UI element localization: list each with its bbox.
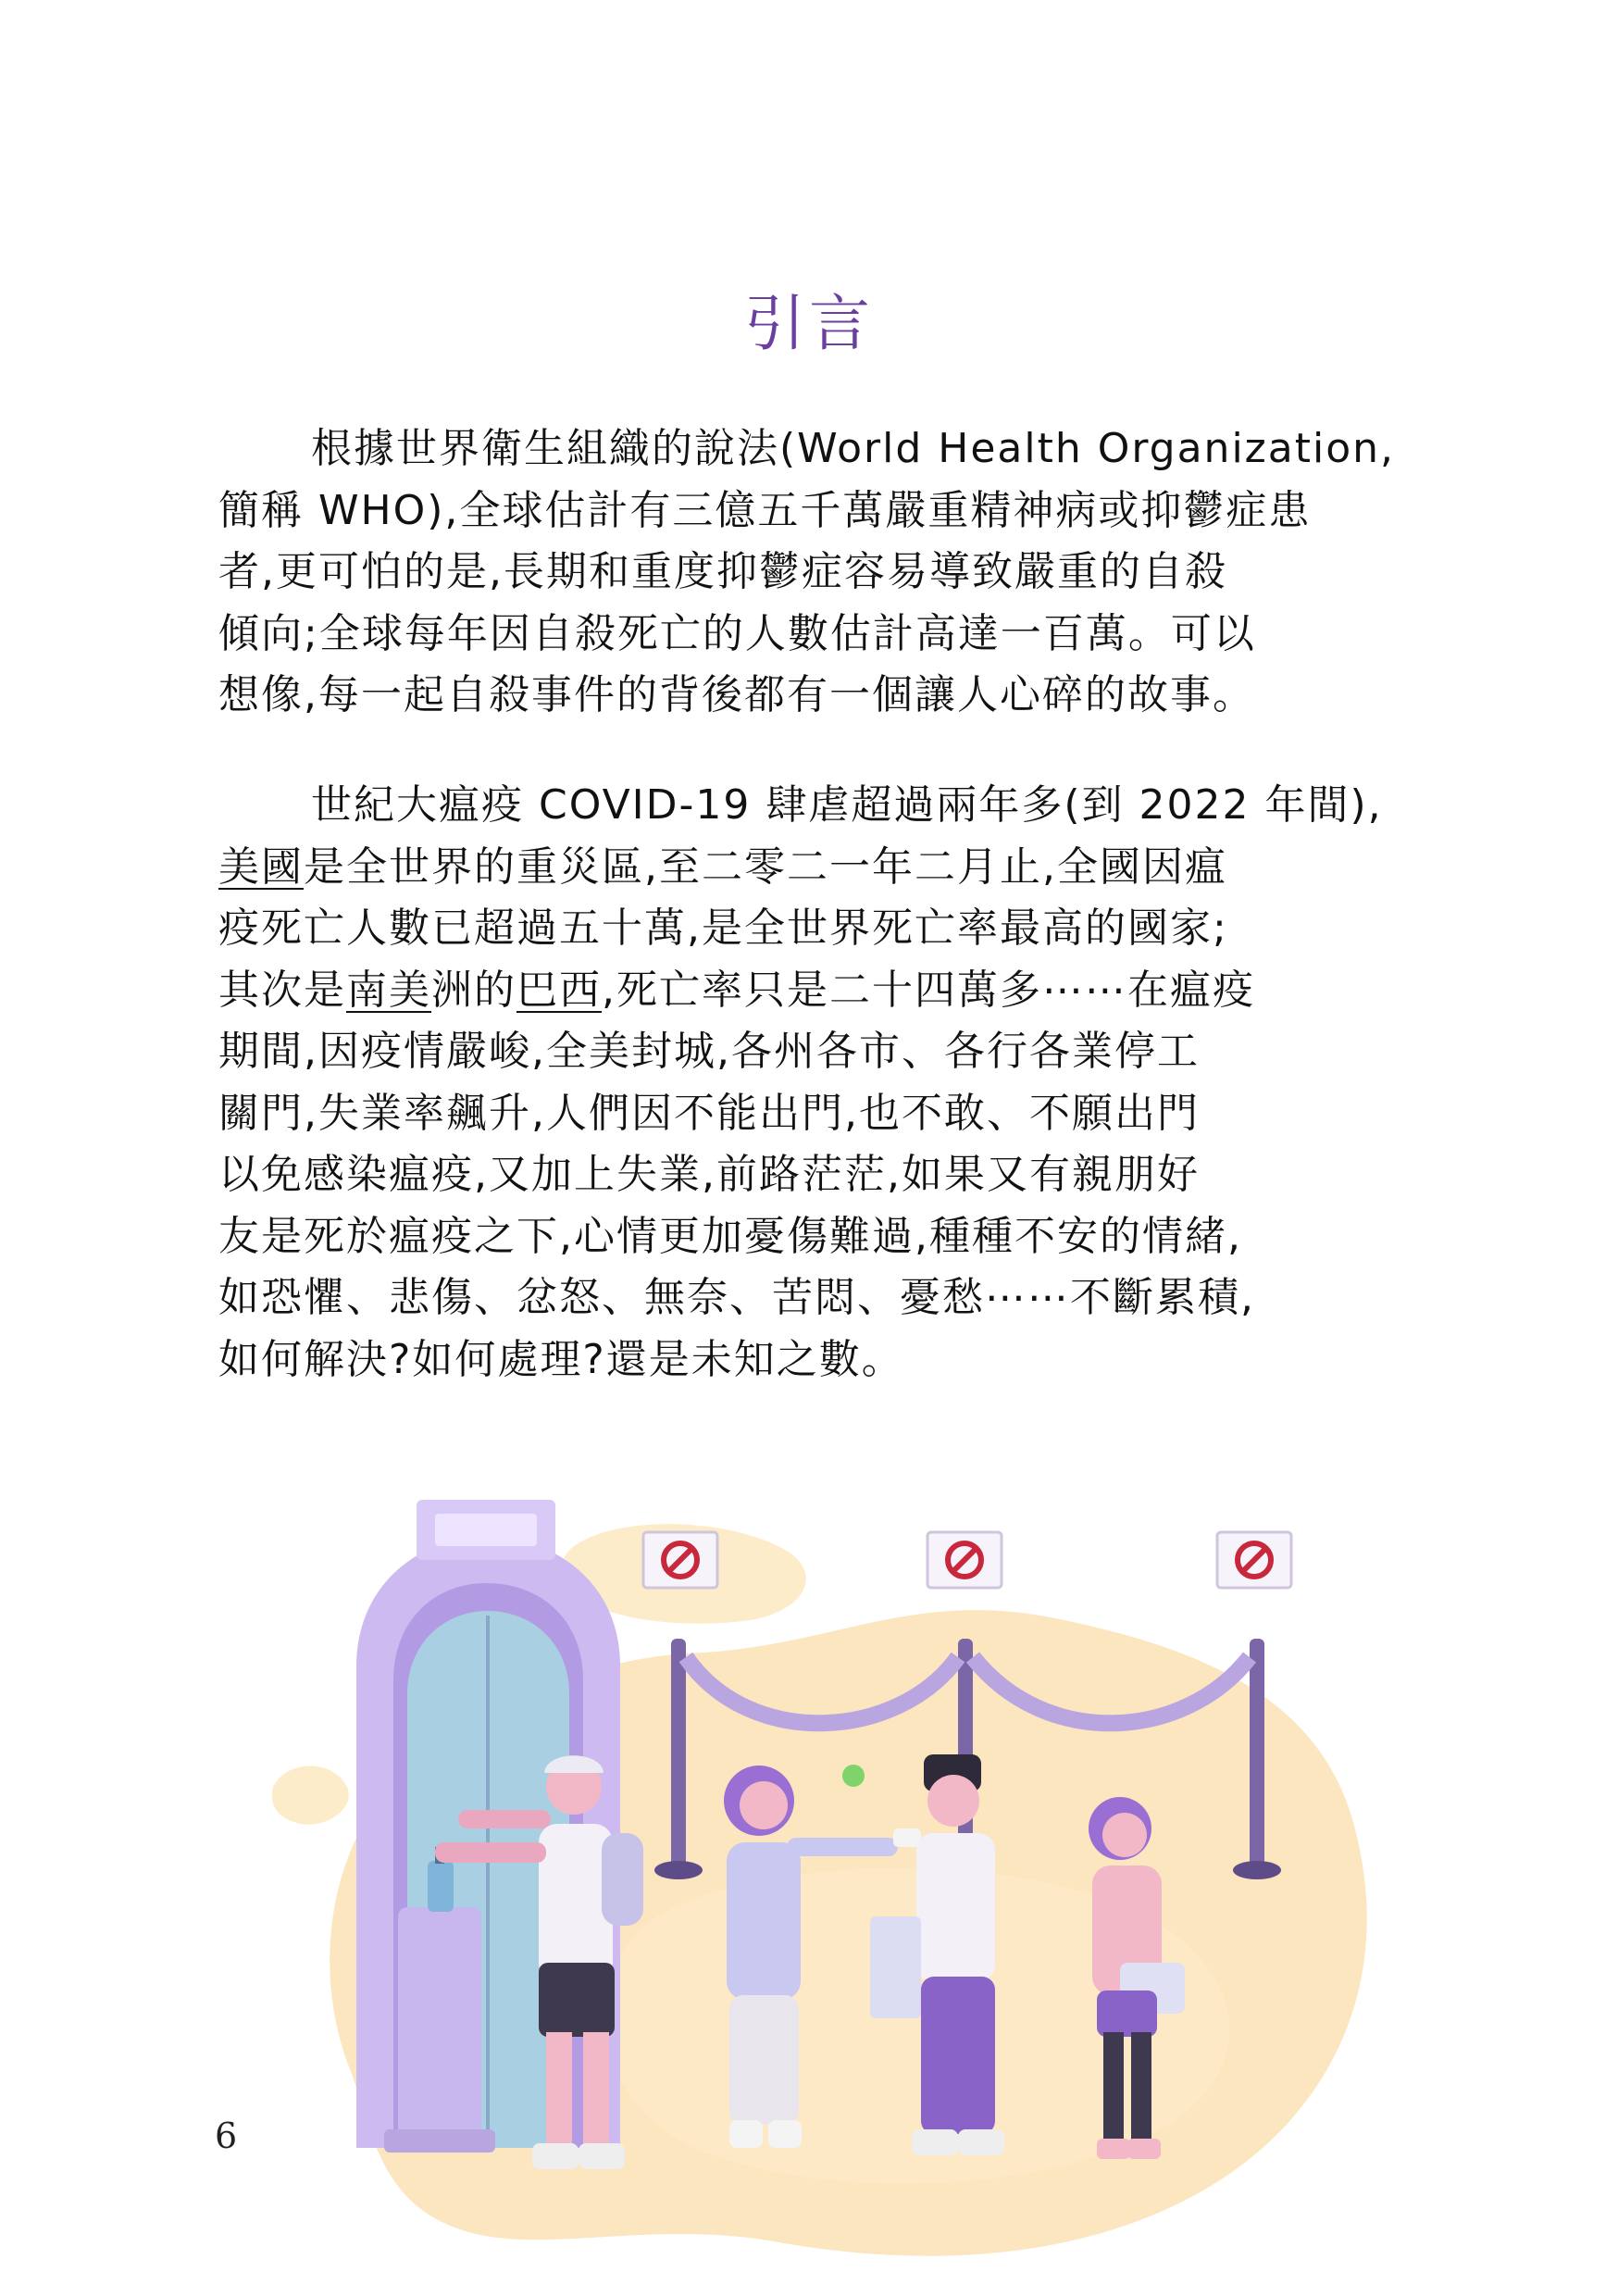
paragraph-2-line [218,960,1407,1022]
no-entry-sign-icon [927,1532,1002,1588]
page-number: 6 [215,2115,238,2156]
sanitizer-bottle [428,1861,454,1912]
sanitizer-stand [398,1907,481,2139]
text-run: 是全世界的重災區,至二零二一年二月止,全國因瘟 [304,842,1227,891]
paragraph-2 [218,775,1407,1391]
paragraph-1-line: 簡稱 WHO),全球估計有三億五千萬嚴重精神病或抑鬱症患 [218,486,1312,534]
door-sign-face [435,1514,537,1546]
paragraph-2-line: 以免感染瘟疫,又加上失業,前路茫茫,如果又有親朋好 [218,1151,1200,1198]
paragraph-1-line: 者,更可怕的是,長期和重度抑鬱症容易導致嚴重的自殺 [218,548,1227,595]
paragraph-1 [218,418,1407,727]
paragraph-2-line: 期間,因疫情嚴峻,全美封城,各州各市、各行各業停工 [218,1028,1200,1075]
underlined-place-south-america: 南美 [346,966,431,1014]
background-blob [272,1766,349,1825]
underlined-place-usa: 美國 [218,842,304,891]
underlined-place-brazil: 巴西 [517,966,602,1014]
paragraph-1-line: 根據世界衛生組織的說法(World Health Organization, [311,425,1395,472]
door-frame-line [486,1616,490,2148]
sanitizer-base [384,2129,495,2152]
covid-entrance-illustration [268,1481,1407,2277]
paragraph-2-line: 世紀大瘟疫 COVID-19 肆虐超過兩年多(到 2022 年間), [311,781,1383,829]
text-run: 其次是 [218,966,346,1014]
paragraph-2-line: 如恐懼、悲傷、忿怒、無奈、苦悶、憂愁⋯⋯不斷累積, [218,1274,1255,1321]
paragraph-2-line: 疫死亡人數已超過五十萬,是全世界死亡率最高的國家; [218,905,1228,952]
paragraph-2-line: 友是死於瘟疫之下,心情更加憂傷難過,種種不安的情緒, [218,1212,1242,1260]
paragraph-2-line [218,837,1407,899]
page-title: 引言 [744,288,874,359]
paragraph-1-line: 想像,每一起自殺事件的背後都有一個讓人心碎的故事。 [218,671,1255,718]
text-run: ,死亡率只是二十四萬多⋯⋯在瘟疫 [602,966,1255,1014]
text-run: 洲的 [431,966,517,1014]
no-entry-sign-icon [1217,1532,1291,1588]
paragraph-2-line: 如何解決?如何處理?還是未知之數。 [218,1335,904,1383]
no-entry-sign-icon [643,1532,717,1588]
paragraph-2-line: 關門,失業率飆升,人們因不能出門,也不敢、不願出門 [218,1089,1200,1137]
paragraph-1-line: 傾向;全球每年因自殺死亡的人數估計高達一百萬。可以 [218,609,1256,657]
